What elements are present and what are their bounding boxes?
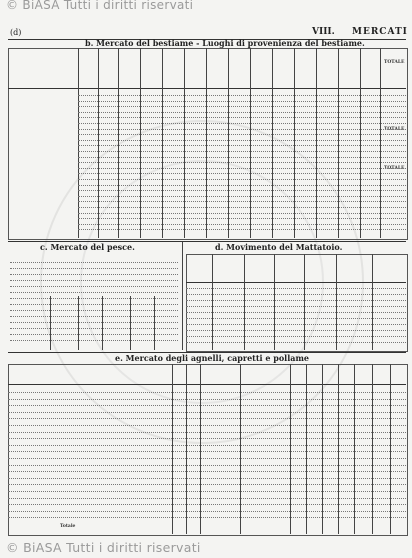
table-column-rule xyxy=(98,48,99,238)
table-row-line xyxy=(8,418,406,419)
table-column-rule xyxy=(360,48,361,238)
table-row-line xyxy=(10,262,178,263)
table-row-line xyxy=(10,292,178,293)
table-column-rule xyxy=(130,296,131,350)
table-row-line xyxy=(10,274,178,275)
table-column-rule xyxy=(372,254,373,350)
page-number: (d) xyxy=(10,28,22,37)
table-column-rule xyxy=(294,48,295,238)
table-row-line xyxy=(186,294,406,295)
table-column-rule xyxy=(140,48,141,238)
table-column-rule xyxy=(290,364,291,534)
table-column-rule xyxy=(172,364,173,534)
table-row-line xyxy=(78,190,406,191)
table-row-line xyxy=(10,268,178,269)
table-row-line xyxy=(78,196,406,197)
table-row-line xyxy=(10,280,178,281)
table3-frame xyxy=(186,254,408,352)
table-row-line xyxy=(10,328,178,329)
table-row-line xyxy=(186,330,406,331)
table-column-rule xyxy=(162,48,163,238)
table-row-line xyxy=(78,129,406,130)
table-row-line xyxy=(8,392,406,393)
table-row-line xyxy=(8,399,406,400)
table-row-line xyxy=(78,106,406,107)
table-row-line xyxy=(78,207,406,208)
table-row-line xyxy=(8,425,406,426)
table-row-line xyxy=(78,101,406,102)
table-column-rule xyxy=(250,48,251,238)
table-row-line xyxy=(78,168,406,169)
table-row-line xyxy=(78,112,406,113)
table-row-line xyxy=(8,458,406,459)
table-row-line xyxy=(8,451,406,452)
table2-title: c. Mercato del pesce. xyxy=(40,242,135,252)
table-row-line xyxy=(8,511,406,512)
table-column-rule xyxy=(336,254,337,350)
table-row-line xyxy=(10,322,178,323)
table-row-line xyxy=(8,517,406,518)
table1-header-rule xyxy=(8,88,406,89)
table-row-line xyxy=(8,484,406,485)
table-column-rule xyxy=(78,296,79,350)
table-row-line xyxy=(8,491,406,492)
table-row-line xyxy=(10,316,178,317)
table-row-line xyxy=(78,145,406,146)
table-row-line xyxy=(78,95,406,96)
table-row-line xyxy=(186,324,406,325)
table-column-rule xyxy=(322,364,323,534)
column-divider xyxy=(182,242,183,350)
table-row-line xyxy=(10,304,178,305)
table4-title: e. Mercato degli agnelli, capretti e pollame xyxy=(115,353,309,363)
table1-title: b. Mercato del bestiame - Luoghi di provenienza del bestiame. xyxy=(85,38,365,48)
table-row-line xyxy=(10,340,178,341)
table-row-line xyxy=(186,300,406,301)
section-title: MERCATI xyxy=(352,27,408,37)
table-row-line xyxy=(186,288,406,289)
table-column-rule xyxy=(316,48,317,238)
table-column-rule xyxy=(390,364,391,534)
table-column-rule xyxy=(240,364,241,534)
table-row-line xyxy=(10,298,178,299)
table3-title: d. Movimento del Mattatoio. xyxy=(215,242,343,252)
table-row-line xyxy=(78,218,406,219)
watermark-top: © BiASA Tutti i diritti riservati xyxy=(6,0,194,12)
table-row-line xyxy=(8,405,406,406)
table-row-line xyxy=(186,336,406,337)
table-row-line xyxy=(78,201,406,202)
table1-total-heading-3: TOTALE xyxy=(384,166,405,171)
table1-stub-rule xyxy=(78,48,79,238)
table-column-rule xyxy=(200,364,201,534)
table-row-line xyxy=(8,465,406,466)
table-row-line xyxy=(78,173,406,174)
table4-total-label: Totale xyxy=(60,524,76,529)
table1-frame xyxy=(8,48,408,240)
table-column-rule xyxy=(154,296,155,350)
table-column-rule xyxy=(304,254,305,350)
table3-header-rule xyxy=(186,282,406,283)
table-column-rule xyxy=(306,364,307,534)
table-column-rule xyxy=(212,254,213,350)
table-row-line xyxy=(78,123,406,124)
table-row-line xyxy=(10,310,178,311)
table-column-rule xyxy=(206,48,207,238)
table-column-rule xyxy=(372,364,373,534)
table1-total-heading-2: TOTALE xyxy=(384,127,405,132)
table-row-line xyxy=(8,504,406,505)
table-row-line xyxy=(8,412,406,413)
watermark-bottom: © BiASA Tutti i diritti riservati xyxy=(6,540,201,555)
table-row-line xyxy=(78,224,406,225)
table-column-rule xyxy=(338,48,339,238)
table-row-line xyxy=(8,471,406,472)
table-row-line xyxy=(78,213,406,214)
table-row-line xyxy=(78,151,406,152)
table1-total-heading: TOTALE xyxy=(384,60,405,65)
table-row-line xyxy=(78,134,406,135)
table-row-line xyxy=(78,185,406,186)
section-number: VIII. xyxy=(312,27,335,37)
table-row-line xyxy=(8,445,406,446)
table-column-rule xyxy=(228,48,229,238)
table-row-line xyxy=(10,334,178,335)
table-row-line xyxy=(10,286,178,287)
table-row-line xyxy=(186,342,406,343)
table-column-rule xyxy=(186,364,187,534)
table-column-rule xyxy=(274,254,275,350)
table-row-line xyxy=(186,312,406,313)
table-column-rule xyxy=(272,48,273,238)
table4-header-rule xyxy=(8,384,406,385)
table-row-line xyxy=(78,229,406,230)
table-row-line xyxy=(8,438,406,439)
table-row-line xyxy=(78,179,406,180)
table-column-rule xyxy=(118,48,119,238)
table-column-rule xyxy=(338,364,339,534)
table-row-line xyxy=(8,478,406,479)
table-row-line xyxy=(8,432,406,433)
table-row-line xyxy=(78,157,406,158)
table-row-line xyxy=(186,306,406,307)
table-column-rule xyxy=(184,48,185,238)
table-column-rule xyxy=(50,296,51,350)
table-column-rule xyxy=(354,364,355,534)
table-row-line xyxy=(78,140,406,141)
table-column-rule xyxy=(380,48,381,238)
table-row-line xyxy=(186,318,406,319)
table-row-line xyxy=(78,117,406,118)
table-column-rule xyxy=(102,296,103,350)
table-row-line xyxy=(8,498,406,499)
table-column-rule xyxy=(244,254,245,350)
table-row-line xyxy=(78,162,406,163)
